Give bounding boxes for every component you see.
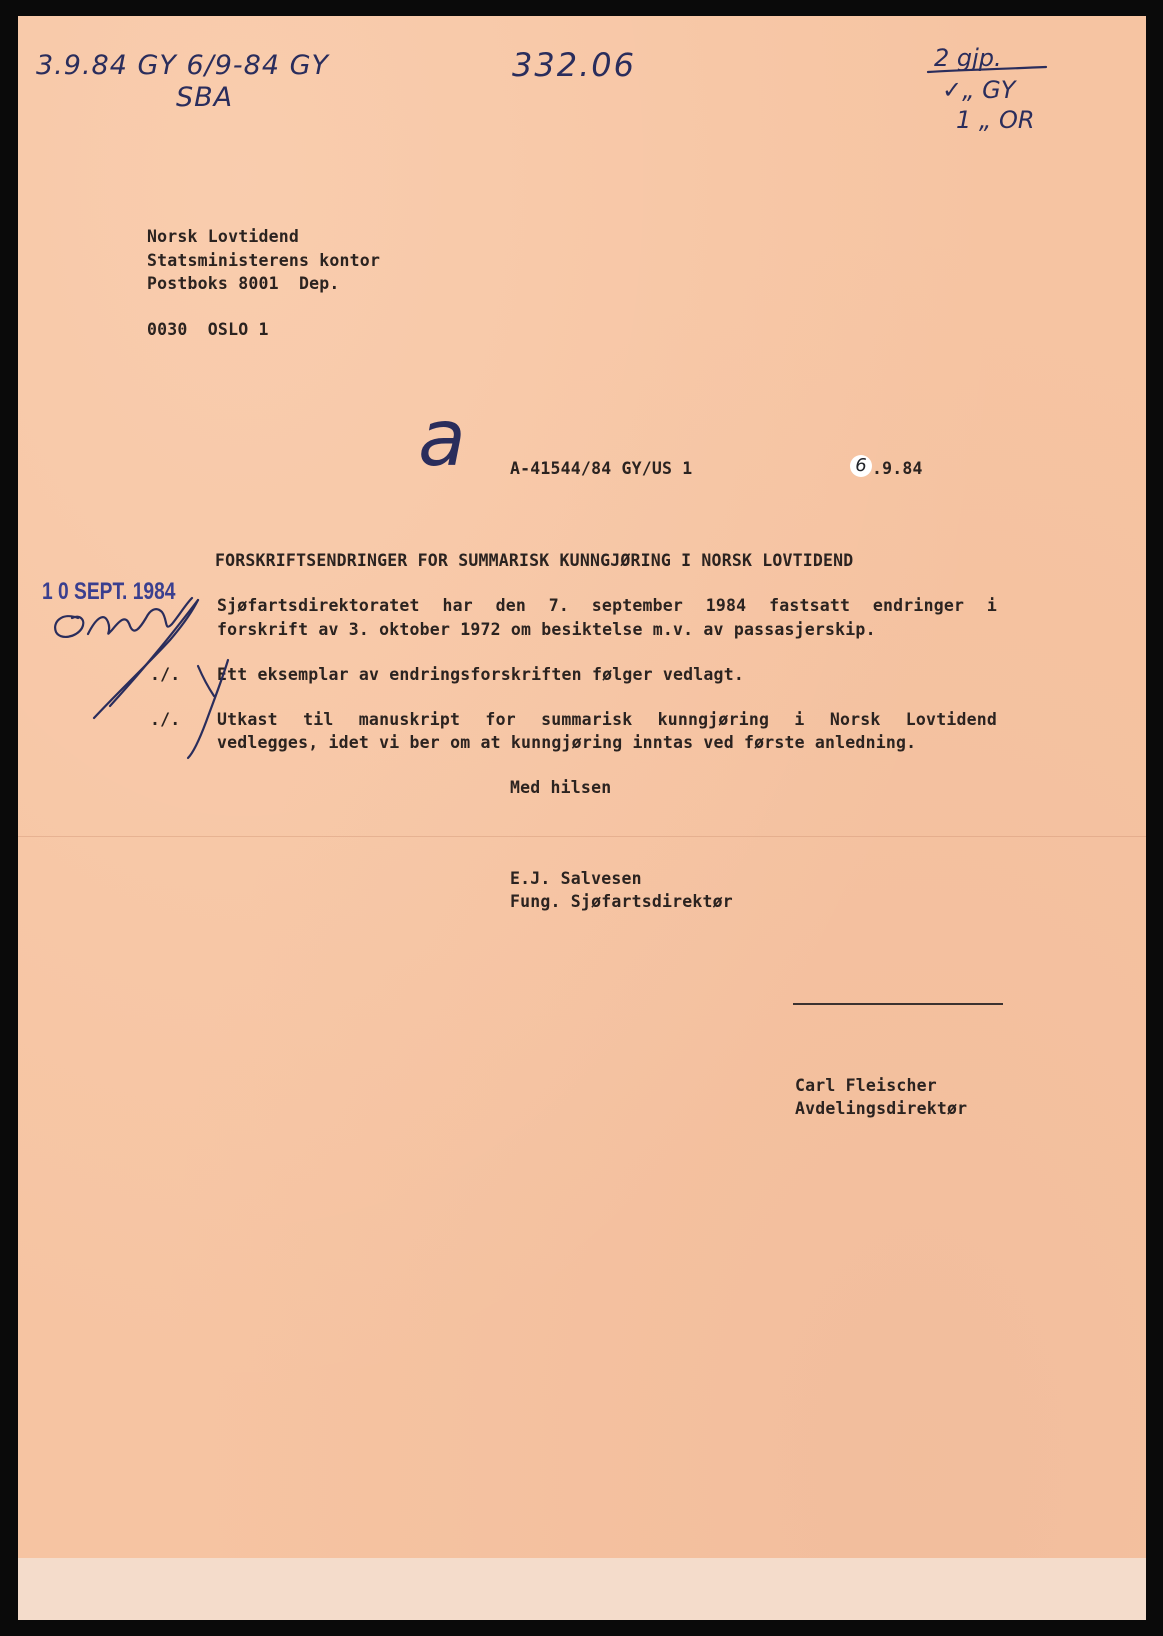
letter-date: .9.84: [872, 459, 923, 478]
handwritten-check-stroke-2: [110, 600, 198, 706]
handwritten-copies-note: 2 gjp.: [934, 44, 1002, 72]
handwritten-copies-underline: [928, 67, 1046, 72]
handwritten-y-mark: [188, 660, 228, 758]
letter-subject: FORSKRIFTSENDRINGER FOR SUMMARISK KUNNGJØRING I NORSK LOVTIDEND: [215, 551, 854, 570]
date-correction-circle: 6: [850, 455, 872, 477]
recipient-postcode-city: 0030 OSLO 1: [147, 320, 269, 339]
handwritten-copies-gy: ✓„ GY: [942, 76, 1016, 104]
handwritten-copies-or: 1 „ OR: [956, 106, 1035, 134]
body-paragraph-1-line-1: Sjøfartsdirektoratet har den 7. september 1984 fastsatt endringer i: [217, 596, 997, 615]
enclosure-mark-1: ./.: [150, 665, 181, 684]
handwritten-initial: a: [418, 394, 466, 484]
signatory-1-name: E.J. Salvesen: [510, 869, 642, 888]
signatory-1-title: Fung. Sjøfartsdirektør: [510, 892, 733, 911]
handwritten-archive-number: 332.06: [512, 46, 636, 84]
received-date-stamp: 1 0 SEPT. 1984: [42, 578, 176, 605]
body-paragraph-3-line-1: Utkast til manuskript for summarisk kunngjøring i Norsk Lovtidend: [217, 710, 997, 729]
recipient-postbox: Postboks 8001 Dep.: [147, 274, 340, 293]
signatory-2-title: Avdelingsdirektør: [795, 1099, 968, 1118]
handwritten-dates-note: 3.9.84 GY 6/9-84 GY: [36, 50, 330, 81]
body-paragraph-2: Ett eksemplar av endringsforskriften følger vedlagt.: [217, 665, 744, 684]
recipient-name: Norsk Lovtidend: [147, 227, 300, 246]
body-paragraph-3-line-2: vedlegges, idet vi ber om at kunngjøring inntas ved første anledning.: [217, 733, 917, 752]
reference-number: A-41544/84 GY/US 1: [510, 459, 693, 478]
handwritten-initials-scribble: [55, 598, 192, 637]
closing-greeting: Med hilsen: [510, 778, 612, 797]
recipient-office: Statsministerens kontor: [147, 251, 381, 270]
handwritten-sba-note: SBA: [176, 82, 234, 113]
enclosure-mark-2: ./.: [150, 710, 181, 729]
signatory-2-name: Carl Fleischer: [795, 1076, 937, 1095]
body-paragraph-1-line-2: forskrift av 3. oktober 1972 om besiktelse m.v. av passasjerskip.: [217, 620, 876, 639]
